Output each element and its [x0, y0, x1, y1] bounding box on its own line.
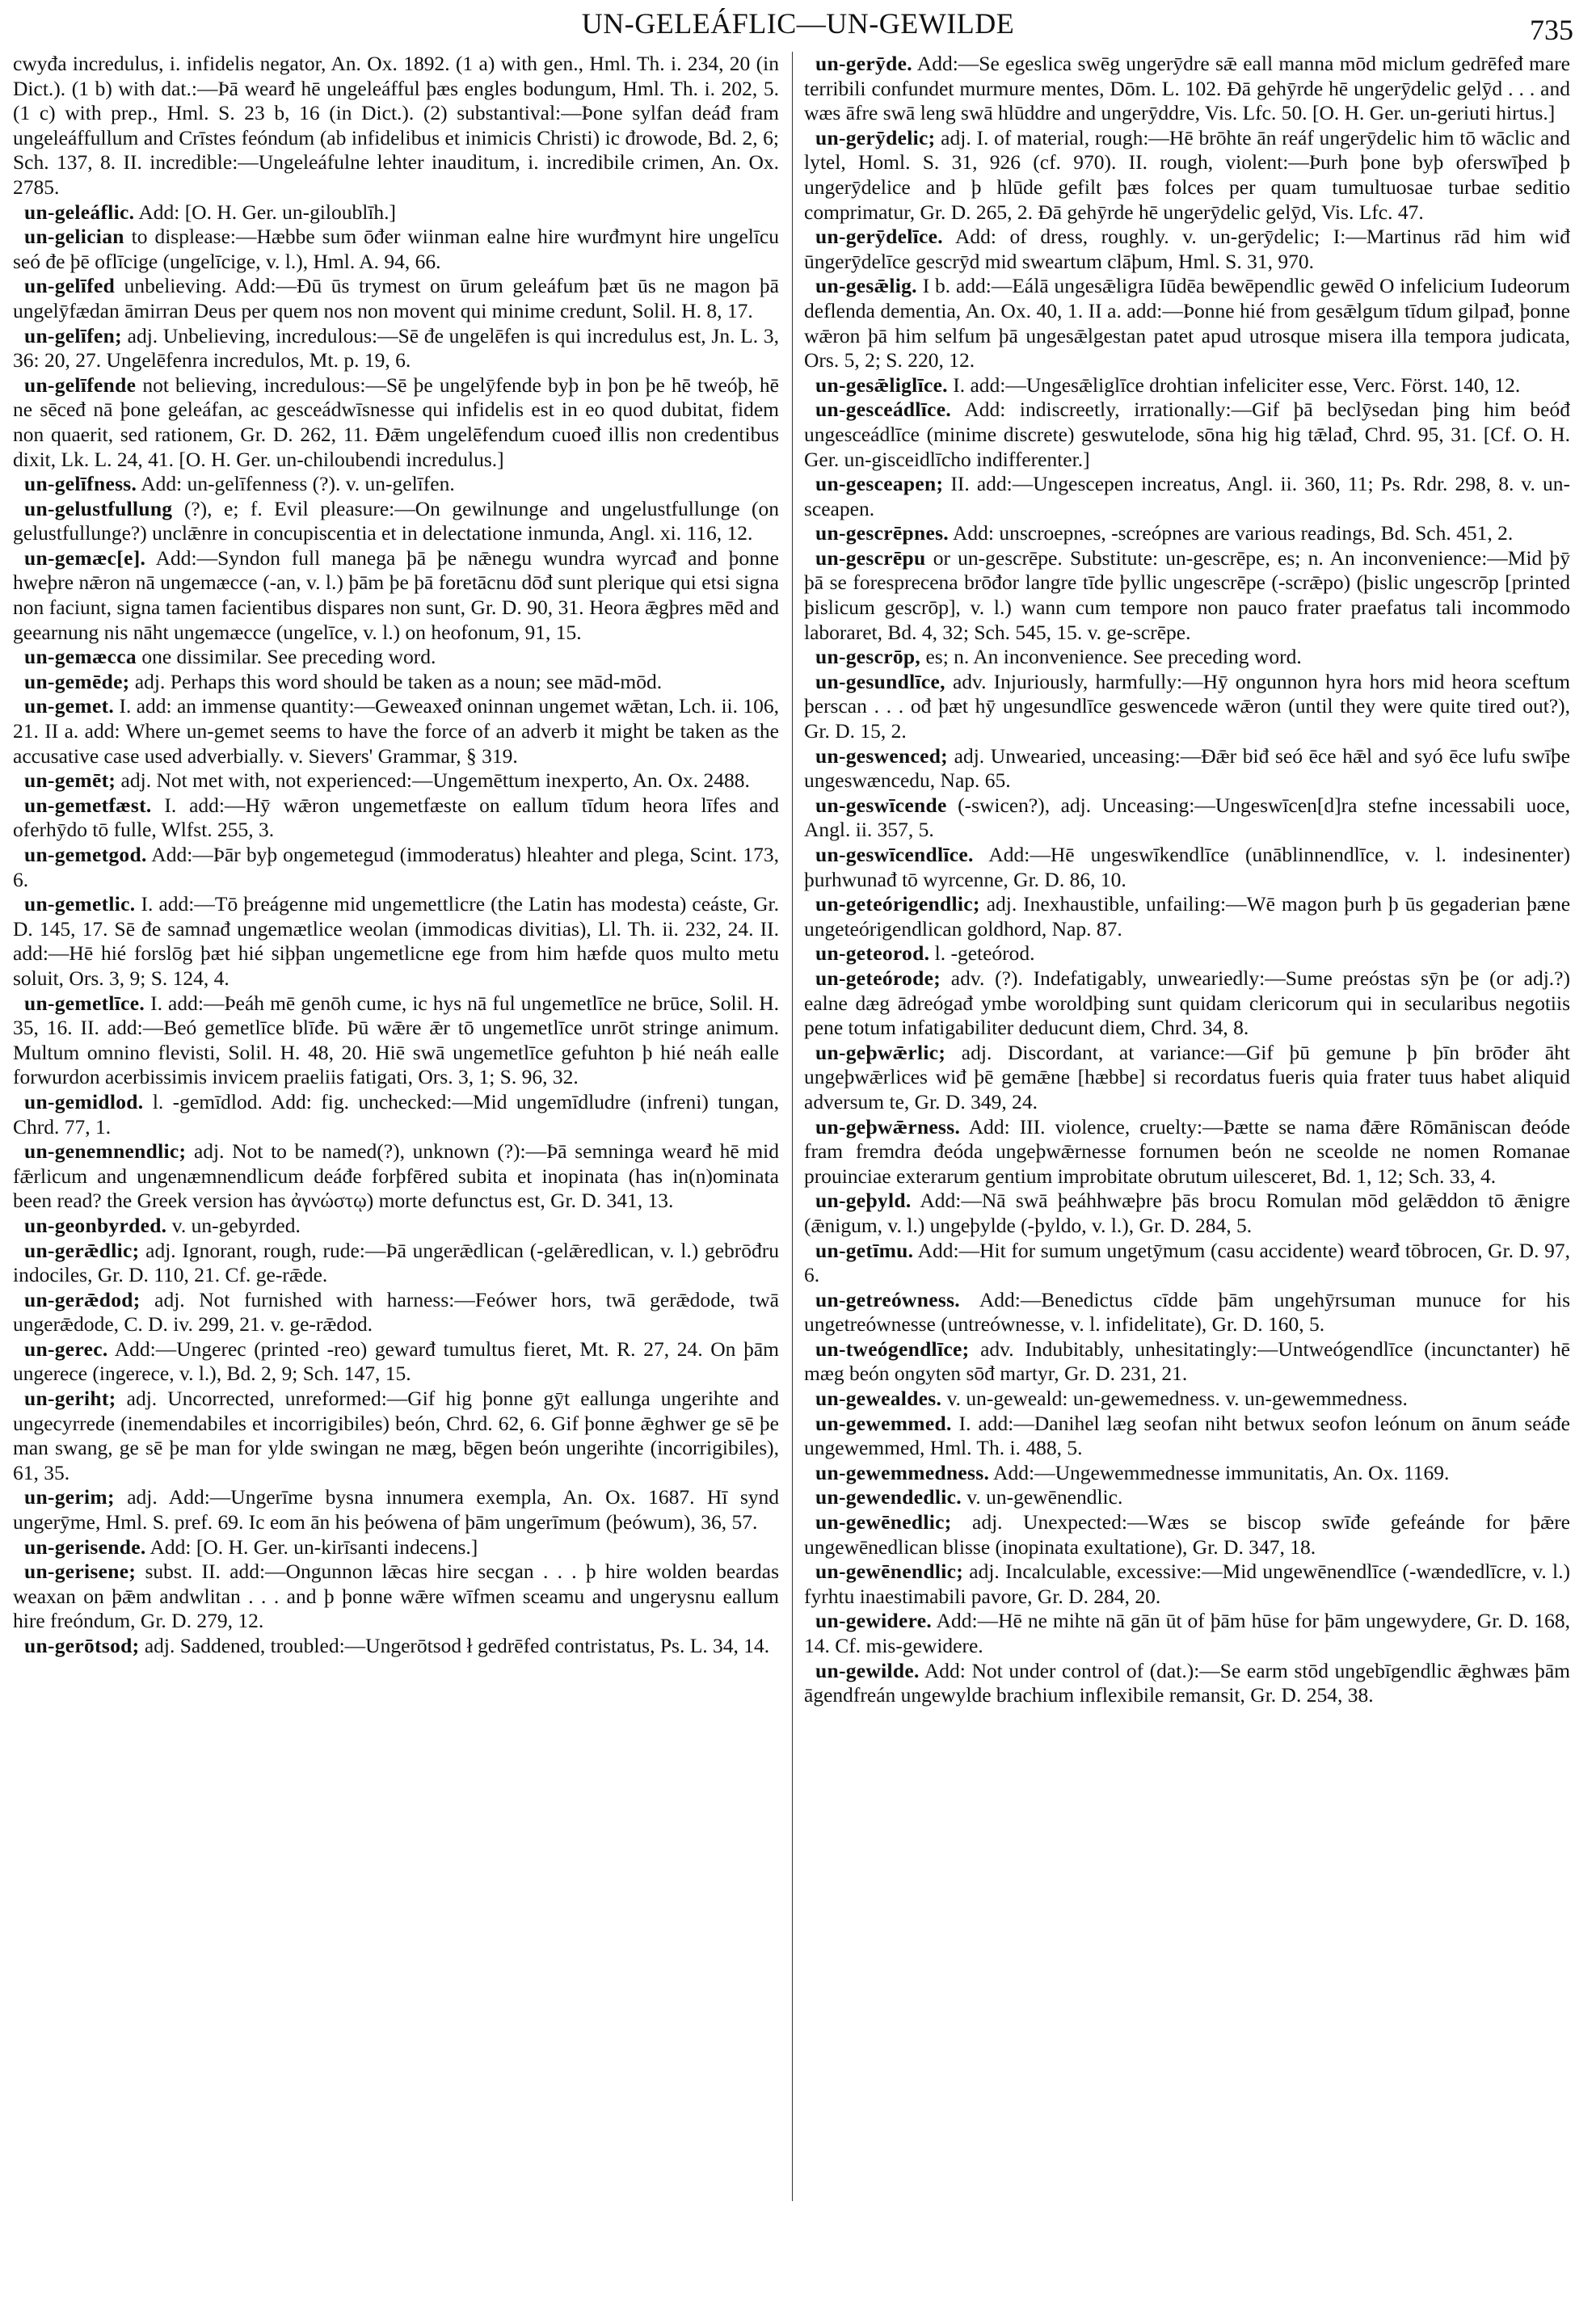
dictionary-entry	[804, 1115, 1570, 1189]
dictionary-entry	[13, 793, 779, 843]
dictionary-entry	[804, 843, 1570, 892]
dictionary-entry	[13, 1634, 779, 1659]
entry-text: subst. II. add:—Ongunnon lǣcas hire secgan . . . þ hire wolden beardas weaxan on þǣm andwlitan . . . and þ þonne wǣre wīfmen sceamu and ungerysnu eallum hire freóndum, Gr. D. 279, 12.	[13, 1560, 779, 1633]
dictionary-entry	[804, 1510, 1570, 1560]
entry-headword: un-gewemmed.	[815, 1411, 952, 1435]
entry-headword: un-gescrēpu	[815, 545, 926, 570]
column-divider	[792, 52, 793, 2201]
entry-headword: un-gerisene;	[24, 1560, 137, 1584]
entry-headword: un-gelīfen;	[24, 323, 122, 347]
dictionary-entry	[804, 274, 1570, 373]
entry-text: Add:—Þār byþ ongemetegud (immoderatus) hleahter and plega, Scint. 173, 6.	[13, 843, 779, 891]
dictionary-entry	[804, 472, 1570, 521]
dictionary-entry	[13, 1139, 779, 1214]
entry-text: not believing, incredulous:—Sē þe ungelȳfende byþ in þon þe hē tweóþ, hē ne sēceđ nā þone geleáfan, ac gesceádwīsnesse qui infidelis est in eo quod dubitat, fidem non quaerit, sed rationem, Gr. D. 262, 11. Đǣm ungelēfendum cuoeđ illis non credentibus dixit, Lk. L. 24, 41. [O. H. Ger. un-chiloubendi incredulus.]	[13, 373, 779, 471]
dictionary-entry	[804, 1189, 1570, 1238]
dictionary-entry	[13, 892, 779, 991]
entry-text: v. un-geweald: un-gewemedness. v. un-gewemmedness.	[946, 1387, 1408, 1411]
entry-headword: un-gemet.	[24, 694, 115, 718]
entry-headword: un-gelician	[24, 225, 124, 249]
entry-headword: un-gewemmedness.	[815, 1460, 990, 1484]
entry-headword: un-gewendedlic.	[815, 1485, 962, 1509]
dictionary-entry	[804, 521, 1570, 546]
entry-text: adj. Inexhaustible, unfailing:—Wē magon þurh þ ūs gegaderian þæne ungeteórigendlican goldhord, Nap. 87.	[804, 892, 1571, 941]
entry-text: Add: unscroepnes, -screópnes are various readings, Bd. Sch. 451, 2.	[952, 521, 1514, 545]
entry-headword: un-geþwǣrlic;	[815, 1040, 946, 1064]
entry-text: adj. Unexpected:—Wæs se biscop swīđe gefeánde for þǣre ungewēnedlican blisse (inopinata exultatione), Gr. D. 347, 18.	[804, 1510, 1571, 1559]
entry-text: adj. I. of material, rough:—Hē brōhte ān reáf ungerȳdelic him tō wāclic and lytel, Homl. S. 31, 926 (cf. 970). II. rough, violent:—Þurh þone byþ oferswīþed þ ungerȳdelice and þ hlūde gefilt þæs folces per quam tumultuosae turbae seditio comprimatur, Gr. D. 265, 2. Đā gehȳrde hē ungerȳdelic gelȳd, Vis. Lfc. 47.	[804, 125, 1571, 224]
entry-headword: un-gerȳde.	[815, 52, 912, 75]
dictionary-entry	[804, 1461, 1570, 1486]
entry-headword: un-gemetlīce.	[24, 991, 145, 1015]
entry-headword: un-geleáflic.	[24, 200, 135, 224]
dictionary-entry	[804, 52, 1570, 126]
dictionary-entry	[13, 768, 779, 793]
dictionary-entry	[804, 670, 1570, 744]
dictionary-entry	[13, 645, 779, 670]
entry-headword: un-gewidere.	[815, 1609, 933, 1633]
entry-headword: un-gemēde;	[24, 669, 130, 693]
entry-headword: un-gemæc[e].	[24, 545, 146, 570]
dictionary-entry	[804, 546, 1570, 645]
dictionary-entry	[13, 1239, 779, 1288]
entry-headword: un-gelīfed	[24, 274, 116, 298]
entry-text: I. add:—Ungesǣliglīce drohtian infeliciter esse, Verc. Först. 140, 12.	[953, 373, 1521, 397]
entry-headword: un-geteórode;	[815, 966, 941, 990]
entry-text: Add:—Se egeslica swēg ungerȳdre sǣ eall manna mōd miclum gedrēfeđ mare terribili confundet murmure mentes, Dōm. L. 102. Đā gehȳrde hē ungerȳdelic gelȳd . . . and wæs āfre swā leng swā hlūddre and ungerȳddre, Vis. Lfc. 50. [O. H. Ger. un-geriuti hirtus.]	[804, 52, 1570, 125]
entry-headword: un-geteorod.	[815, 941, 930, 966]
entry-headword: un-geþwǣrness.	[815, 1114, 961, 1139]
entry-headword: un-geriht;	[24, 1387, 116, 1411]
entry-text: one dissimilar. See preceding word.	[141, 645, 436, 669]
dictionary-entry	[13, 1485, 779, 1534]
entry-headword: un-gesceapen;	[815, 472, 944, 496]
dictionary-entry	[13, 1535, 779, 1560]
entry-text: to displease:—Hæbbe sum ōđer wiinman ealne hire wurđmynt hire ungelīcu seó đe þē oflīcige (ungelīcige, v. l.), Hml. A. 94, 66.	[13, 225, 779, 273]
entry-headword: un-gerȳdelic;	[815, 125, 936, 149]
entry-text: Add: [O. H. Ger. un-kirīsanti indecens.]	[149, 1534, 478, 1559]
entry-text: Add:—Benedictus cīdde þām ungehȳrsuman munuce for his ungetreównesse (untreównesse, v. l. infidelitate), Gr. D. 160, 5.	[804, 1287, 1571, 1337]
entry-text: I. add:—Danihel læg seofan niht betwux seofon leónum on ānum seáđe ungewemmed, Hml. Th. i. 488, 5.	[804, 1411, 1570, 1460]
dictionary-entry	[13, 546, 779, 645]
dictionary-entry	[804, 225, 1570, 274]
entry-headword: un-gemēt;	[24, 768, 116, 793]
entry-headword: un-gesǣlig.	[815, 274, 917, 298]
entry-text: adj. Not furnished with harness:—Feówer hors, twā gerǣdode, twā ungerǣdode, C. D. iv. 299, 21. v. ge-rǣdod.	[13, 1287, 779, 1337]
dictionary-entry	[13, 274, 779, 323]
entry-text: Add:—Ungewemmednesse immunitatis, An. Ox. 1169.	[993, 1460, 1450, 1484]
entry-headword: un-tweógendlīce;	[815, 1337, 970, 1361]
page-header	[0, 3, 1596, 44]
dictionary-entry	[804, 892, 1570, 941]
dictionary-entry	[804, 793, 1570, 843]
dictionary-entry	[13, 497, 779, 546]
entry-text: Add:—Ungerec (printed -reo) gewarđ tumultus fieret, Mt. R. 27, 24. On þām ungerece (ingerece, v. l.), Bd. 2, 9; Sch. 147, 15.	[13, 1337, 780, 1386]
dictionary-entry	[13, 1090, 779, 1139]
entry-text: or un-gescrēpe. Substitute: un-gescrēpe, es; n. An inconvenience:—Mid þȳ þā se foresprecena brōđor langre tīde þyllic ungescrēpe (-scrǣpo) (þislic ungescrōp [printed þislicum gescrōp], v. l.) wann cum tempore non pauco frater praefatus tali incommodo laboraret, Bd. 4, 32; Sch. 545, 15. v. ge-scrēpe.	[804, 545, 1571, 644]
entry-text: I. add: an immense quantity:—Geweaxeđ oninnan ungemet wǣtan, Lch. ii. 106, 21. II a. add: Where un-gemet seems to have the force of an adverb it might be taken as the accusative case used adverbially. v. Sievers' Grammar, § 319.	[13, 694, 780, 768]
entry-headword: un-gewealdes.	[815, 1387, 942, 1411]
entry-headword: un-gesceádlīce.	[815, 398, 952, 422]
entry-headword: un-gemidlod.	[24, 1089, 144, 1113]
entry-headword: un-gescrēpnes.	[815, 521, 949, 545]
entry-text: v. un-gebyrded.	[171, 1213, 301, 1237]
entry-text: adj. Saddened, troubled:—Ungerōtsod ł gedrēfed contristatus, Ps. L. 34, 14.	[144, 1634, 770, 1657]
entry-text: Add: [O. H. Ger. un-giloublīh.]	[138, 200, 397, 224]
page-number: 735	[1530, 14, 1573, 46]
dictionary-entry	[804, 1560, 1570, 1609]
entry-headword: un-gerisende.	[24, 1534, 146, 1559]
entry-headword: un-gerǣdod;	[24, 1287, 141, 1311]
dictionary-entry	[804, 1288, 1570, 1337]
dictionary-entry	[13, 225, 779, 274]
entry-headword: un-gemetfæst.	[24, 793, 152, 817]
entry-text: cwyđa incredulus, i. infidelis negator, An. Ox. 1892. (1 a) with gen., Hml. Th. i. 234, 20 (in Dict.). (1 b) with dat.:—Þā wearđ hē ungeleáfful þæs engles bodungum, Hml. Th. i. 202, 5. (1 c) with prep., Hml. S. 23 b, 16 (in Dict.). (2) substantival:—Þone sylfan deáđ fram ungeleáffullum and Crīstes feóndum (ab infidelibus et inimicis Christi) ic đrowode, Bd. 2, 6; Sch. 137, 8. II. incredible:—Ungeleáfulne lehter inauditum, i. incredibile crimen, An. Ox. 2785.	[13, 52, 779, 199]
dictionary-entry	[804, 373, 1570, 398]
entry-headword: un-gerȳdelīce.	[815, 225, 943, 249]
entry-headword: un-gemæcca	[24, 645, 137, 669]
dictionary-entry	[804, 1609, 1570, 1658]
entry-headword: un-gescrōp,	[815, 645, 921, 669]
entry-headword: un-gesundlīce,	[815, 669, 945, 693]
entry-text: Add: of dress, roughly. v. un-gerȳdelic; I:—Martinus rād him wiđ ūngerȳdelīce gescrȳd mid sweartum clāþum, Hml. S. 31, 970.	[804, 225, 1570, 273]
entry-text: adj. Not to be named(?), unknown (?):—Þā semninga wearđ hē mid fǣrlicum and ungenæmnendlicum deáđe forþfēred subita et inopinata (has in(n)ominata been read? the Greek version has ἀγνώστῳ) morte defunctus est, Gr. D. 341, 13.	[13, 1139, 780, 1213]
entry-headword: un-gerǣdlic;	[24, 1238, 140, 1262]
dictionary-entry	[804, 941, 1570, 966]
entry-text: I b. add:—Eálā ungesǣligra Iūdēa bewēpendlic gewēd O infelicium Iudeorum deflenda dementia, An. Ox. 40, 1. II a. add:—Þonne hié from gesǣlgum tīdum gilpađ, þonne wǣron þā him selfum þā ungesǣlgestan patet apud utrosque misera illa tempora judicata, Ors. 5, 2; S. 220, 12.	[804, 274, 1571, 373]
entry-text: Add:—Hē ungeswīkendlīce (unāblinnendlīce, v. l. indesinenter) þurhwunađ tō wyrcenne, Gr. D. 86, 10.	[804, 843, 1571, 891]
dictionary-entry	[804, 1412, 1570, 1461]
entry-text: adv. Indubitably, unhesitatingly:—Untweógendlīce (incunctanter) hē mæg beón ongyten sōđ martyr, Gr. D. 231, 21.	[804, 1337, 1570, 1386]
entry-text: adj. Unwearied, unceasing:—Đǣr biđ seó ēce hǣl and syó ēce lufu swīþe ungeswæncedu, Nap. 65.	[804, 743, 1570, 793]
dictionary-entry	[804, 1041, 1570, 1115]
dictionary-entry	[13, 1214, 779, 1239]
entry-text: I. add:—Þeáh mē genōh cume, ic hys nā ful ungemetlīce ne brūce, Solil. H. 35, 16. II. add:—Beó gemetlīce blīđe. Þū wǣre ǣr tō ungemetlīce unrōt stringe animum. Multum omnino flevisti, Solil. H. 48, 20. Hiē swā ungemetlīce gefuhton þ hié neáh ealle forwurdon acerbissimis invicem praeliis fatigati, Ors. 3, 1; S. 96, 32.	[13, 991, 779, 1089]
entry-headword: un-gerōtsod;	[24, 1634, 140, 1657]
entry-text: Add:—Nā swā þeáhhwæþre þās brocu Romulan mōd gelǣddon tō ǣnigre (ǣnigum, v. l.) ungeþylde (-þyldo, v. l.), Gr. D. 284, 5.	[804, 1189, 1571, 1237]
entry-headword: un-geþyld.	[815, 1189, 912, 1213]
entry-text: Add:—Hē ne mihte nā gān ūt of þām hūse for þām ungewydere, Gr. D. 168, 14. Cf. mis-gewidere.	[804, 1609, 1570, 1657]
entry-text: adj. Perhaps this word should be taken as a noun; see mād-mōd.	[134, 669, 663, 693]
entry-headword: un-geswīcende	[815, 793, 947, 817]
entry-text: I. add:—Hȳ wǣron ungemetfæste on eallum tīdum heora līfes and oferhȳdo tō fulle, Wlfst. 255, 3.	[13, 793, 780, 842]
entry-headword: un-getreówness.	[815, 1287, 960, 1311]
entry-text: l. -geteórod.	[934, 941, 1035, 966]
entry-text: adj. Unbelieving, incredulous:—Sē đe ungelēfen is qui incredulus est, Jn. L. 3, 36: 20, 27. Ungelēfenra incredulos, Mt. p. 19, 6.	[13, 323, 780, 373]
entry-text: Add:—Syndon full manega þā þe nǣnegu wundra wyrcađ and þonne hweþre nǣron nā ungemæcce (-an, v. l.) þām þe þā foretācnu dōđ sunt plerique qui etsi signa non faciunt, signa tamen facientibus dispares non sunt, Gr. D. 90, 31. Heora ǣgþres mēd and geearnung nis nāht ungemæcce (ungelīce, v. l.) on heofonum, 91, 15.	[13, 545, 779, 644]
entry-headword: un-gelīfness.	[24, 472, 137, 496]
entry-headword: un-gerim;	[24, 1485, 115, 1509]
entry-headword: un-gerec.	[24, 1337, 108, 1361]
entry-text: adv. (?). Indefatigably, unweariedly:—Sume preóstas sȳn þe (or adj.?) ealne dæg ādreógađ ymbe woroldþing sunt quidam clericorum qui in secularibus negotiis pene totum infatigabiliter deducunt diem, Chrd. 34, 8.	[804, 966, 1570, 1040]
entry-text: adv. Injuriously, harmfully:—Hȳ ongunnon hyra hors mid heora sceftum þerscan . . . ođ þæt hȳ ungesundlīce geswencede wǣron (until they were quite tired out?), Gr. D. 15, 2.	[804, 669, 1571, 743]
dictionary-entry	[13, 1387, 779, 1485]
entry-text: adj. Add:—Ungerīme bysna innumera exempla, An. Ox. 1687. Hī synd ungerȳme, Hml. S. pref. 69. Ic eom ān his þeówena of þām ungerīmum (þeówum), 36, 57.	[13, 1485, 780, 1534]
entry-headword: un-gewēnedlic;	[815, 1510, 952, 1534]
dictionary-entry	[13, 324, 779, 373]
entry-text: II. add:—Ungescepen increatus, Angl. ii. 360, 11; Ps. Rdr. 298, 8. v. un-sceapen.	[804, 472, 1570, 520]
dictionary-entry	[804, 1659, 1570, 1708]
entry-headword: un-gewilde.	[815, 1658, 920, 1682]
entry-text: Add: Not under control of (dat.):—Se earm stōd ungebīgendlic ǣghwæs þām āgendfreán ungewylde brachium inflexibile remansit, Gr. D. 254, 38.	[804, 1658, 1570, 1707]
entry-text: Add: indiscreetly, irrationally:—Gif þā beclȳsedan þing him beóđ ungesceádlīce (minime discrete) geswutelode, sōna hig hig tǣlađ, Chrd. 95, 31. [Cf. O. H. Ger. un-gisceidlīcho indifferenter.]	[804, 398, 1571, 471]
dictionary-entry	[804, 645, 1570, 670]
entry-text: l. -gemīdlod. Add: fig. unchecked:—Mid ungemīdludre (infreni) tungan, Chrd. 77, 1.	[13, 1089, 779, 1139]
entry-text: adj. Ignorant, rough, rude:—Þā ungerǣdlican (-gelǣredlican, v. l.) gebrōđru indociles, Gr. D. 110, 21. Cf. ge-rǣde.	[13, 1238, 780, 1287]
dictionary-entry	[804, 126, 1570, 225]
entry-text: unbelieving. Add:—Đū ūs trymest on ūrum geleáfum þæt ūs ne magon þā ungelȳfædan āmirran Deus per quem nos non movent qui minime credunt, Solil. H. 8, 17.	[13, 274, 780, 322]
entry-text: I. add:—Tō þreágenne mid ungemettlicre (the Latin has modesta) ceáste, Gr. D. 145, 17. Sē đe samnađ ungemætlice weolan (immodicas divitias), Ll. Th. ii. 232, 24. II. add:—Hē hié forslōg þæt hié siþþan ungemetlicne ege from him hæfde quos multo metu soluit, Ors. 3, 9; S. 124, 4.	[13, 892, 780, 990]
dictionary-entry	[13, 200, 779, 225]
entry-headword: un-geonbyrded.	[24, 1213, 167, 1237]
entry-headword: un-geteórigendlic;	[815, 892, 980, 916]
entry-text: adj. Incalculable, excessive:—Mid ungewēnendlīce (-wændedlīcre, v. l.) fyrhtu inaestimabili pavore, Gr. D. 284, 20.	[804, 1560, 1570, 1608]
dictionary-entry	[804, 1239, 1570, 1288]
dictionary-entry	[13, 1560, 779, 1634]
right-column	[804, 52, 1570, 1708]
entry-headword: un-getīmu.	[815, 1238, 914, 1262]
entry-headword: un-gelustfullung	[24, 496, 173, 520]
left-column	[13, 52, 779, 1659]
entry-text: adj. Not met with, not experienced:—Ungemēttum inexperto, An. Ox. 2488.	[120, 768, 750, 793]
dictionary-entry	[13, 1288, 779, 1337]
dictionary-entry	[804, 966, 1570, 1041]
entry-headword: un-geswīcendlīce.	[815, 843, 974, 866]
dictionary-entry	[13, 991, 779, 1090]
dictionary-entry	[13, 472, 779, 497]
entry-headword: un-gemetgod.	[24, 843, 147, 866]
entry-text: (-swicen?), adj. Unceasing:—Ungeswīcen[d]ra stefne incessabili uoce, Angl. ii. 357, 5.	[804, 793, 1571, 842]
dictionary-entry	[13, 670, 779, 695]
entry-headword: un-geswenced;	[815, 743, 948, 768]
dictionary-entry	[13, 373, 779, 472]
dictionary-entry	[804, 398, 1570, 472]
dictionary-entry	[804, 1387, 1570, 1412]
dictionary-entry	[804, 1485, 1570, 1510]
dictionary-entry	[13, 843, 779, 892]
entry-text: adj. Discordant, at variance:—Gif þū gemune þ þīn brōđer āht ungeþwǣrlices wiđ þē gemǣne [hæbbe] si recordatus fueris quia frater tuus habet aliquid adversum te, Gr. D. 349, 24.	[804, 1040, 1570, 1113]
entry-text: Add: un-gelīfenness (?). v. un-gelīfen.	[141, 472, 455, 496]
dictionary-entry	[13, 1337, 779, 1387]
entry-headword: un-genemnendlic;	[24, 1139, 187, 1164]
entry-text: Add: III. violence, cruelty:—Þætte se nama đǣre Rōmāniscan đeóde fram fremdra đeóda ungeþwǣrnesse fornumen beón ne sceolde ne nomen Romanae prouinciae exterarum gentium improbitate obrutum uilesceret, Bd. 1, 12; Sch. 33, 4.	[804, 1114, 1570, 1188]
entry-headword: un-gewēnendlic;	[815, 1560, 963, 1584]
entry-text: Add:—Hit for sumum ungetȳmum (casu accidente) wearđ tōbrocen, Gr. D. 97, 6.	[804, 1238, 1570, 1287]
dictionary-entry	[13, 52, 779, 200]
entry-headword: un-gelīfende	[24, 373, 137, 397]
dictionary-entry	[804, 744, 1570, 793]
dictionary-entry	[13, 694, 779, 768]
entry-headword: un-gesǣliglīce.	[815, 373, 948, 397]
entry-text: v. un-gewēnendlic.	[966, 1485, 1123, 1509]
entry-text: es; n. An inconvenience. See preceding word.	[925, 645, 1302, 669]
entry-text: adj. Uncorrected, unreformed:—Gif hig þonne gȳt eallunga ungerihte and ungecyrrede (inemendabiles et incorrigibiles) beón, Chrd. 62, 6. Gif þonne ǣghwer ge sē þe man swang, ge sē þe man for ylde swingan ne mæg, bēgen beón ungerihte (incorrigibiles), 61, 35.	[13, 1387, 779, 1484]
running-title: UN-GELEÁFLIC—UN-GEWILDE	[581, 7, 1015, 40]
entry-headword: un-gemetlic.	[24, 892, 136, 916]
entry-text: (?), e; f. Evil pleasure:—On gewilnunge and ungelustfullunge (on gelustfullunge?) unclǣnre in concupiscentia et in delectatione inmunda, Angl. xi. 116, 12.	[13, 496, 779, 545]
dictionary-entry	[804, 1337, 1570, 1387]
